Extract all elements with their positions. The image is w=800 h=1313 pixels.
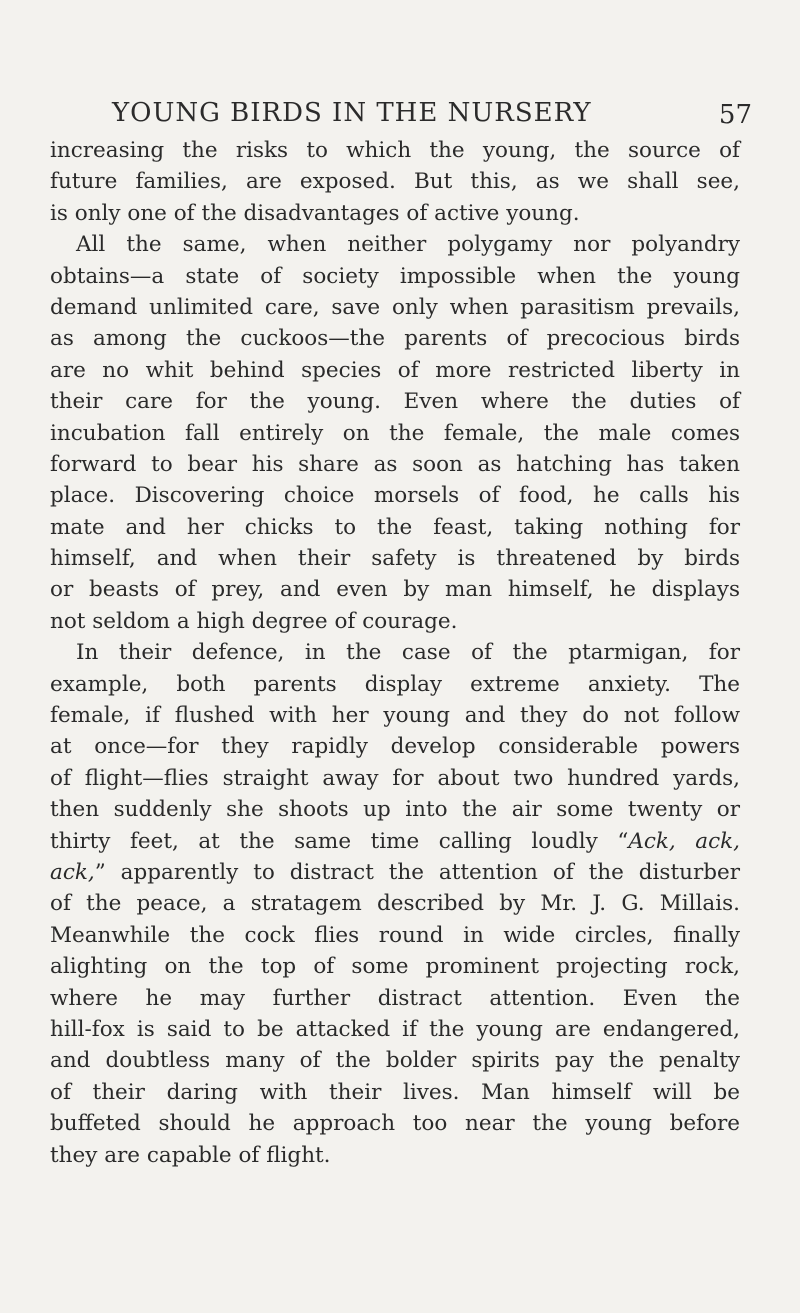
text-line: and doubtless many of the bolder spirits pay the penalty <box>50 1048 740 1074</box>
text-line: In their defence, in the case of the ptarmigan, for <box>76 640 740 666</box>
body-text <box>50 135 740 1171</box>
text-line: at once—for they rapidly develop considerable powers <box>50 734 740 760</box>
text-line: hill-fox is said to be attacked if the young are endangered, <box>50 1016 740 1042</box>
text-line: alighting on the top of some prominent projecting rock, <box>50 954 740 980</box>
running-title: YOUNG BIRDS IN THE NURSERY <box>112 98 592 128</box>
text-line: place. Discovering choice morsels of food, he calls his <box>50 483 740 509</box>
bird-call-text: Ack, ack, <box>628 828 740 854</box>
text-line-start: thirty feet, at the same time calling loudly “ <box>50 828 629 854</box>
text-line: of the peace, a stratagem described by Mr. J. G. Millais. <box>50 891 740 917</box>
text-line: increasing the risks to which the young, the source of <box>50 138 740 163</box>
text-line: or beasts of prey, and even by man himself, he displays <box>50 577 740 603</box>
text-line: Meanwhile the cock flies round in wide circles, finally <box>50 922 740 948</box>
text-line: female, if flushed with her young and they do not follow <box>50 703 740 729</box>
text-line <box>50 826 740 857</box>
text-line: incubation fall entirely on the female, the male comes <box>50 420 740 446</box>
text-line: obtains—a state of society impossible when the young <box>50 263 740 289</box>
text-line: future families, are exposed. But this, as we shall see, <box>50 169 740 195</box>
text-line: then suddenly she shoots up into the air some twenty or <box>50 797 740 823</box>
text-line: forward to bear his share as soon as hatching has taken <box>50 451 740 477</box>
page-number: 57 <box>718 100 752 130</box>
text-line: buffeted should he approach too near the young before <box>50 1111 740 1137</box>
text-line: All the same, when neither polygamy nor polyandry <box>76 232 740 258</box>
text-line-rest: ” apparently to distract the attention of the disturber <box>94 859 740 885</box>
text-line: is only one of the disadvantages of active young. <box>50 200 580 226</box>
running-head <box>112 98 752 138</box>
text-line: of flight—flies straight away for about two hundred yards, <box>50 765 740 791</box>
text-line: mate and her chicks to the feast, taking nothing for <box>50 514 740 540</box>
text-line: himself, and when their safety is threatened by birds <box>50 546 740 572</box>
text-line: example, both parents display extreme anxiety. The <box>50 671 740 697</box>
text-line: demand unlimited care, save only when parasitism prevails, <box>50 294 740 320</box>
text-line: of their daring with their lives. Man himself will be <box>50 1079 740 1105</box>
text-line: as among the cuckoos—the parents of precocious birds <box>50 326 740 352</box>
text-line: they are capable of flight. <box>50 1142 331 1168</box>
text-line: not seldom a high degree of courage. <box>50 608 458 634</box>
text-line: are no whit behind species of more restricted liberty in <box>50 357 740 383</box>
text-line: where he may further distract attention. Even the <box>50 985 740 1011</box>
text-line: their care for the young. Even where the duties of <box>50 389 740 415</box>
text-line <box>50 857 740 888</box>
bird-call-continuation: ack, <box>50 859 95 885</box>
